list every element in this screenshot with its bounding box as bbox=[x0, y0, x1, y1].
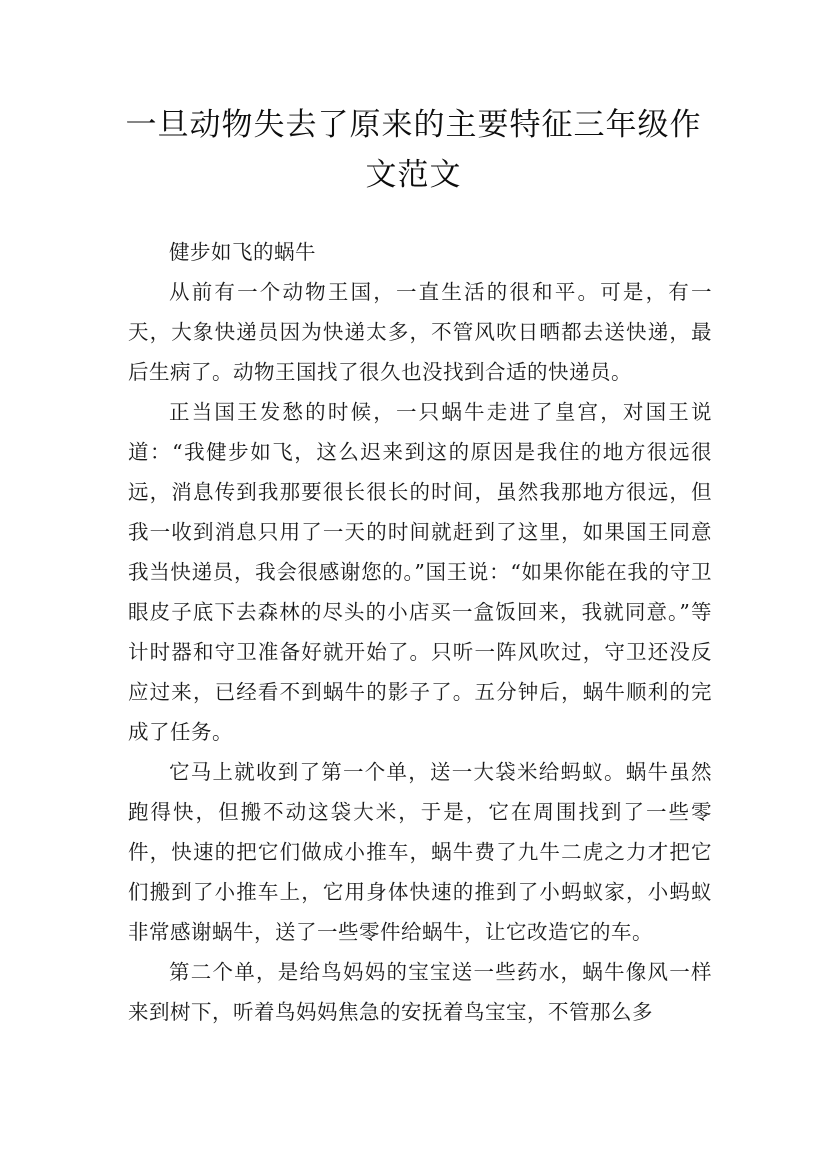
paragraph: 从前有一个动物王国，一直生活的很和平。可是，有一天，大象快递员因为快递太多，不管风吹日晒都去送快递，最后生病了。动物王国找了很久也没找到合适的快递员。 bbox=[128, 280, 712, 384]
title-line-2: 文范文 bbox=[365, 157, 462, 193]
paragraph: 第二个单，是给鸟妈妈的宝宝送一些药水，蜗牛像风一样来到树下，听着鸟妈妈焦急的安抚着鸟宝宝，不管那么多 bbox=[128, 960, 712, 1024]
document-title bbox=[120, 100, 707, 200]
document-body bbox=[128, 232, 712, 1032]
title-line-1: 一旦动物失去了原来的主要特征三年级作 bbox=[125, 107, 702, 143]
paragraph: 正当国王发愁的时候，一只蜗牛走进了皇宫，对国王说道：“我健步如飞，这么迟来到这的原因是我住的地方很远很远，消息传到我那要很长很长的时间，虽然我那地方很远，但我一收到消息只用了一天的时间就赶到了这里，如果国王同意我当快递员，我会很感谢您的。”国王说：“如果你能在我的守卫眼皮子底下去森林的尽头的小店买一盒饭回来，我就同意。”等计时器和守卫准备好就开始了。只听一阵风吹过，守卫还没反应过来，已经看不到蜗牛的影子了。五分钟后，蜗牛顺利的完成了任务。 bbox=[128, 400, 712, 744]
essay-subtitle: 健步如飞的蜗牛 bbox=[169, 240, 316, 264]
paragraph: 它马上就收到了第一个单，送一大袋米给蚂蚁。蜗牛虽然跑得快，但搬不动这袋大米，于是，它在周围找到了一些零件，快速的把它们做成小推车，蜗牛费了九牛二虎之力才把它们搬到了小推车上，它用身体快速的推到了小蚂蚁家，小蚂蚁非常感谢蜗牛，送了一些零件给蜗牛，让它改造它的车。 bbox=[128, 760, 712, 944]
